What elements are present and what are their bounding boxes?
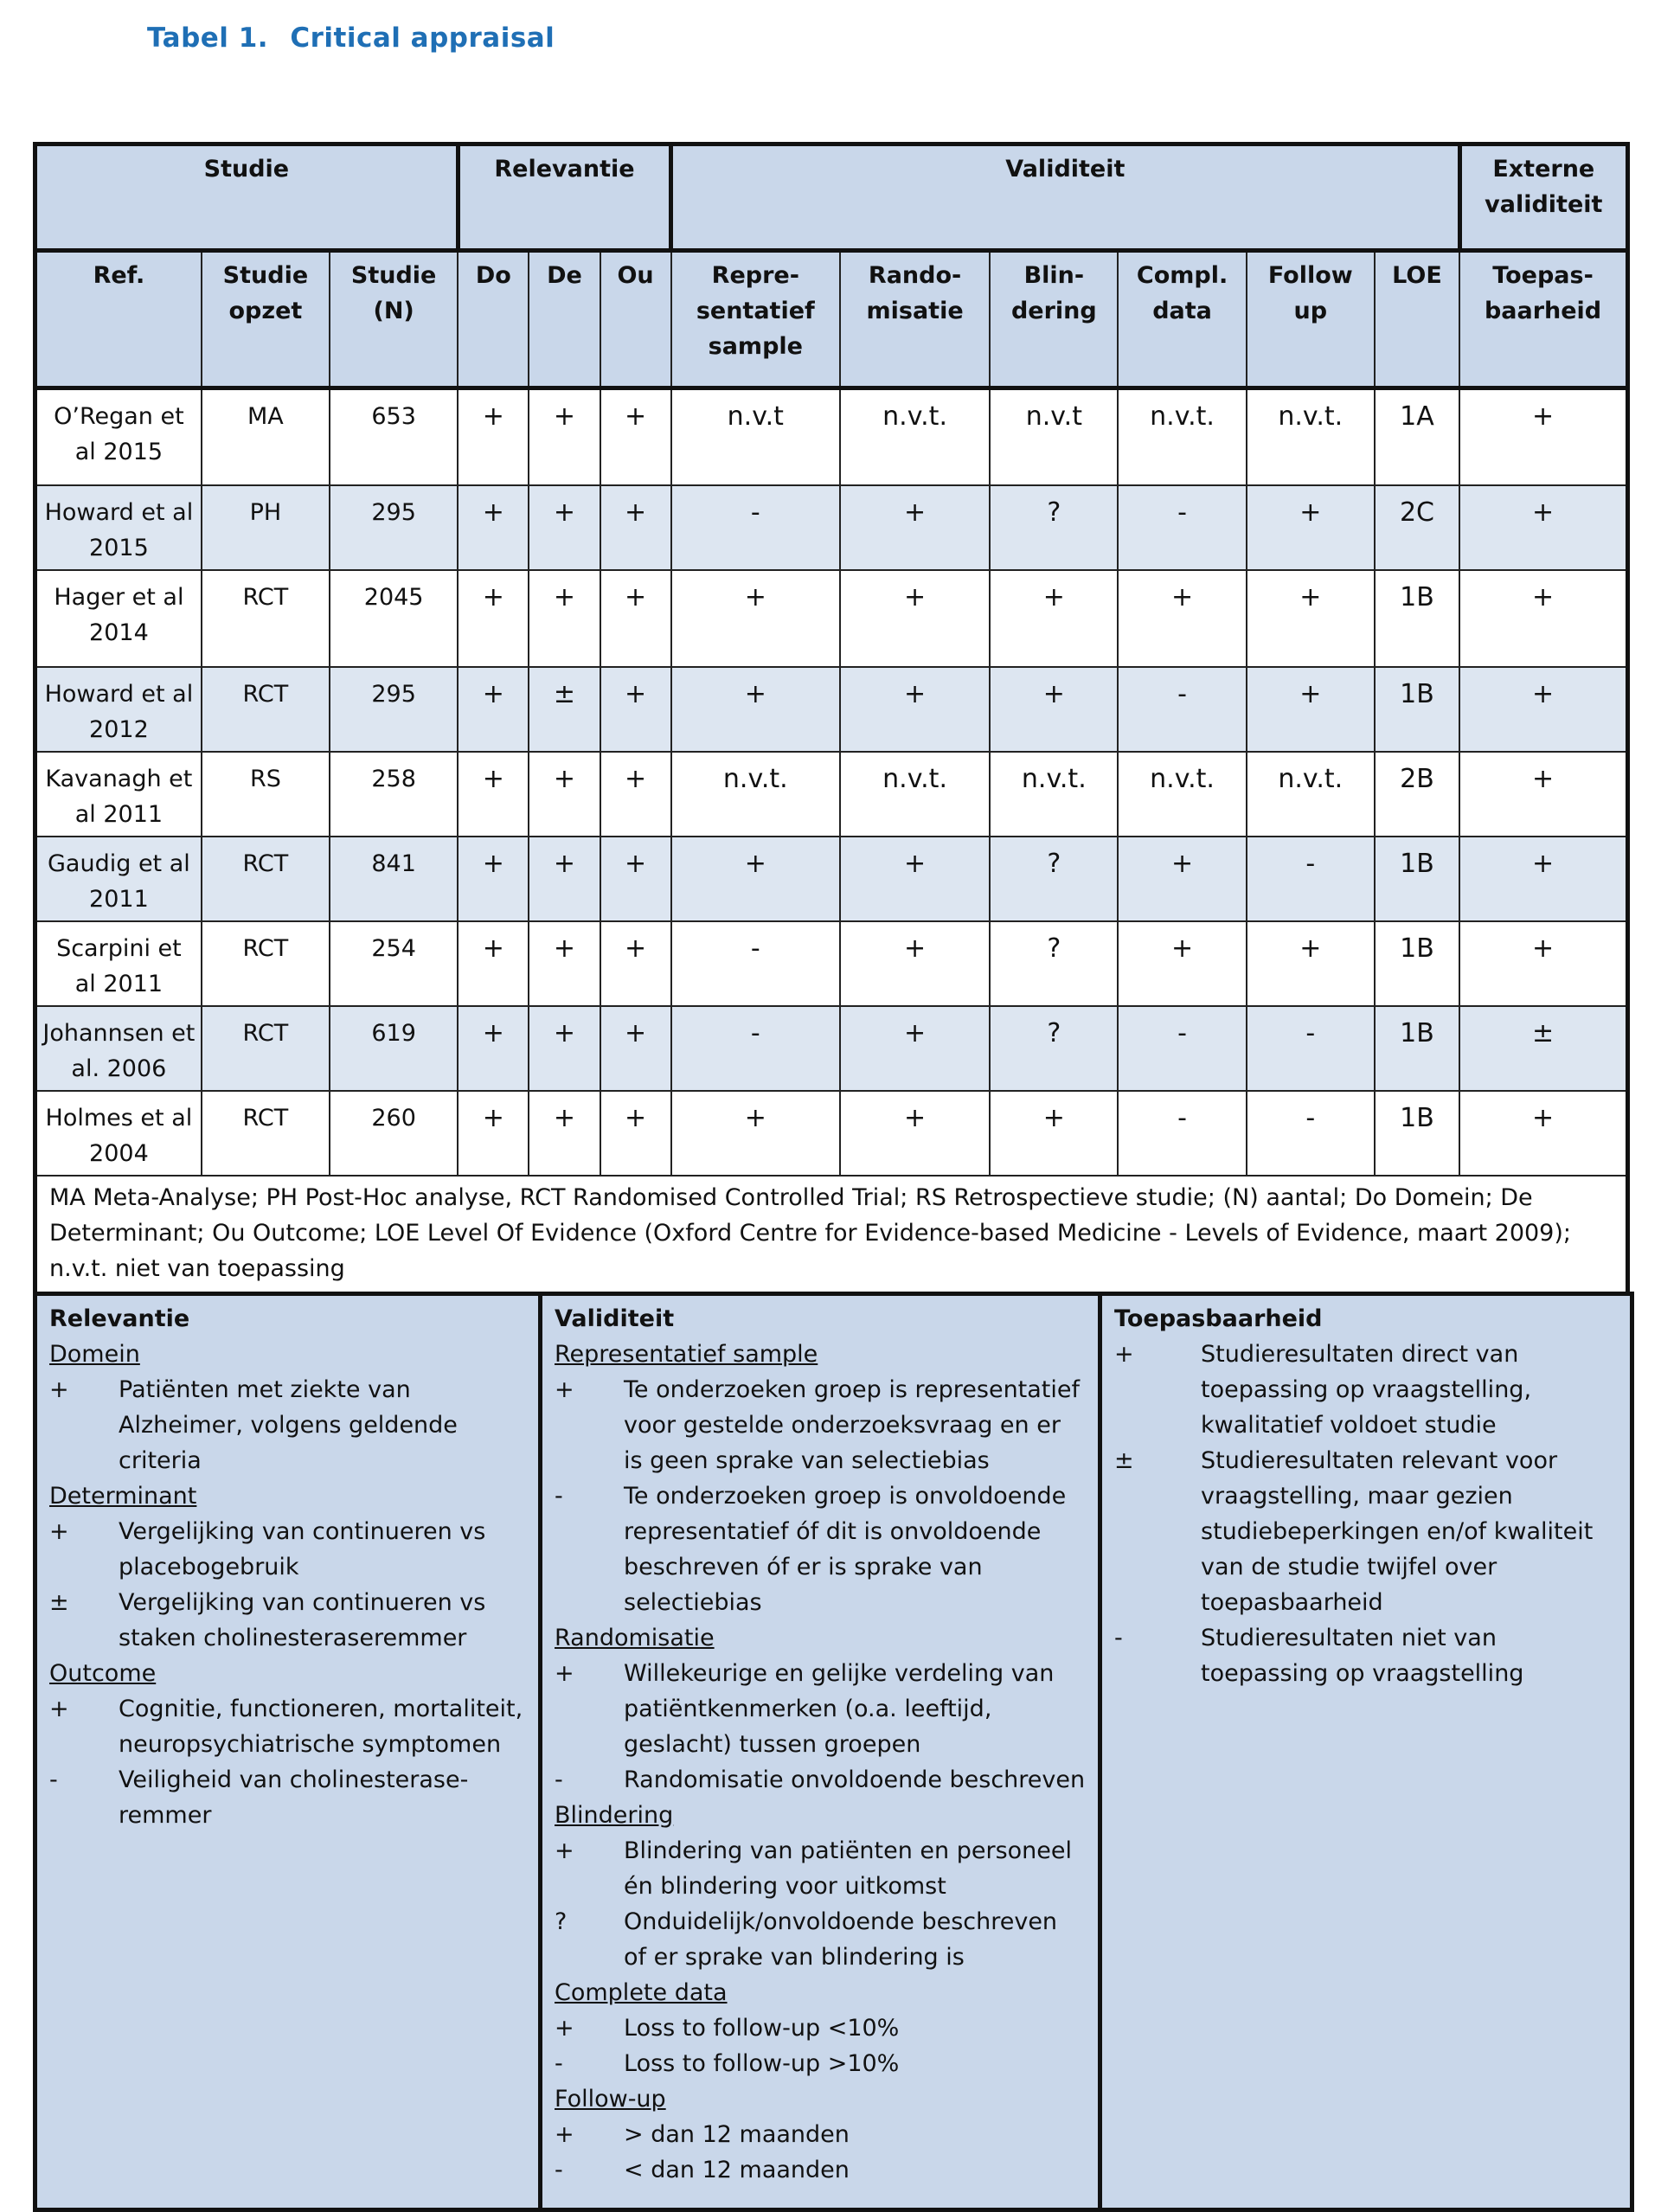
cell-de: + (529, 1091, 600, 1176)
cell-rando: + (840, 1091, 990, 1176)
legend-heading: Toepasbaarheid (1114, 1305, 1323, 1332)
cell-rando: + (840, 667, 990, 752)
cell-toepas: + (1459, 921, 1627, 1006)
cell-do: + (458, 921, 529, 1006)
column-header-opzet: Studie opzet (202, 251, 330, 388)
cell-repr: - (671, 1006, 840, 1091)
cell-ref: Howard et al 2012 (35, 667, 202, 752)
table-row (35, 388, 1628, 485)
abbreviations-note: MA Meta-Analyse; PH Post-Hoc analyse, RCT Randomised Controlled Trial; RS Retrospectieve studie; (N) aantal; Do Domein; De Determinant; Ou Outcome; LOE Level Of Evidence (Oxford Centre for Evidence-based Medicine - Levels of Evidence, maart 2009); n.v.t. niet van toepassing (35, 1176, 1628, 1292)
legend-item (1114, 1337, 1618, 1443)
legend-item (555, 2046, 1086, 2081)
cell-rando: n.v.t. (840, 752, 990, 837)
legend-text: Loss to follow-up >10% (624, 2049, 900, 2077)
legend-text: Cognitie, functioneren, mortaliteit, neuropsychiatrische symptomen (119, 1695, 523, 1758)
cell-do: + (458, 388, 529, 485)
legend-item (1114, 1443, 1618, 1620)
cell-compl: + (1118, 921, 1246, 1006)
cell-loe: 1B (1375, 1091, 1459, 1176)
table-row (35, 485, 1628, 570)
table-row (35, 752, 1628, 837)
legend-item (49, 1585, 526, 1656)
legend-item (555, 2152, 1086, 2188)
legend-symbol: + (1114, 1340, 1134, 1368)
legend-symbol: + (49, 1375, 69, 1403)
legend-symbol: ± (49, 1588, 69, 1616)
cell-follow: + (1247, 485, 1375, 570)
cell-loe: 2B (1375, 752, 1459, 837)
cell-ou: + (600, 752, 671, 837)
abbreviations-table (33, 1175, 1630, 1293)
cell-opzet: MA (202, 388, 330, 485)
cell-ref: Hager et al 2014 (35, 570, 202, 667)
cell-loe: 1A (1375, 388, 1459, 485)
legend-symbol: + (555, 2120, 574, 2148)
cell-follow: - (1247, 1091, 1375, 1176)
cell-n: 295 (330, 667, 458, 752)
legend-item (555, 1372, 1086, 1478)
table-row (35, 570, 1628, 667)
cell-do: + (458, 1091, 529, 1176)
cell-ou: + (600, 570, 671, 667)
legend-text: Randomisatie onvoldoende beschreven (624, 1766, 1086, 1793)
cell-rando: n.v.t. (840, 388, 990, 485)
cell-repr: - (671, 921, 840, 1006)
column-header-compl-data: Compl. data (1118, 251, 1246, 388)
cell-repr: - (671, 485, 840, 570)
cell-ref: Johannsen et al. 2006 (35, 1006, 202, 1091)
cell-blin: ? (990, 485, 1118, 570)
legend-symbol: - (1114, 1624, 1123, 1651)
cell-n: 619 (330, 1006, 458, 1091)
cell-blin: + (990, 1091, 1118, 1176)
cell-toepas: + (1459, 570, 1627, 667)
cell-n: 254 (330, 921, 458, 1006)
cell-compl: - (1118, 667, 1246, 752)
cell-follow: + (1247, 570, 1375, 667)
cell-ref: Kavanagh et al 2011 (35, 752, 202, 837)
cell-n: 653 (330, 388, 458, 485)
cell-follow: - (1247, 837, 1375, 921)
legend-text: Onduidelijk/onvoldoende beschreven of er sprake van blindering is (624, 1907, 1058, 1971)
cell-de: + (529, 921, 600, 1006)
cell-opzet: RCT (202, 921, 330, 1006)
cell-loe: 1B (1375, 837, 1459, 921)
legend-symbol: - (49, 1766, 58, 1793)
cell-rando: + (840, 1006, 990, 1091)
cell-de: + (529, 837, 600, 921)
table-title (147, 22, 555, 54)
group-header-validiteit: Validiteit (671, 144, 1459, 251)
column-header-randomisatie: Rando-misatie (840, 251, 990, 388)
legend-item (555, 2117, 1086, 2152)
cell-ref: Scarpini et al 2011 (35, 921, 202, 1006)
cell-opzet: RCT (202, 837, 330, 921)
cell-compl: - (1118, 485, 1246, 570)
cell-rando: + (840, 485, 990, 570)
cell-follow: + (1247, 921, 1375, 1006)
legend-toepasbaarheid (1100, 1293, 1632, 2209)
legend-item (555, 1478, 1086, 1620)
table-number: Tabel 1. (147, 22, 269, 54)
legend-symbol: - (555, 2049, 563, 2077)
legend-heading: Validiteit (555, 1305, 675, 1332)
column-header-de: De (529, 251, 600, 388)
legend-text: Te onderzoeken groep is representatief voor gestelde onderzoeksvraag en er is geen sprake van selectiebias (624, 1375, 1081, 1474)
cell-compl: + (1118, 570, 1246, 667)
cell-opzet: RCT (202, 667, 330, 752)
legend-item (555, 2010, 1086, 2046)
legend-item (49, 1691, 526, 1762)
cell-repr: + (671, 837, 840, 921)
legend-symbol: ± (1114, 1446, 1134, 1474)
column-header-ref: Ref. (35, 251, 202, 388)
legend-section-title: Blindering (555, 1801, 674, 1829)
cell-repr: + (671, 667, 840, 752)
appraisal-table-wrapper (33, 142, 1630, 2212)
legend-item (555, 1656, 1086, 1762)
legend-item (49, 1762, 526, 1833)
column-header-ou: Ou (600, 251, 671, 388)
table-row (35, 1091, 1628, 1176)
legend-text: Te onderzoeken groep is onvoldoende representatief óf dit is onvoldoende beschreven óf er is sprake van selectiebias (624, 1482, 1067, 1616)
legend-section-title: Determinant (49, 1482, 197, 1510)
cell-toepas: + (1459, 1091, 1627, 1176)
cell-opzet: RCT (202, 1006, 330, 1091)
legend-section-title: Representatief sample (555, 1340, 818, 1368)
legend-symbol: + (555, 1375, 574, 1403)
cell-n: 260 (330, 1091, 458, 1176)
legend-item (49, 1372, 526, 1478)
cell-do: + (458, 485, 529, 570)
cell-follow: + (1247, 667, 1375, 752)
cell-blin: ? (990, 837, 1118, 921)
cell-compl: n.v.t. (1118, 388, 1246, 485)
legend-symbol: ? (555, 1907, 568, 1935)
cell-loe: 1B (1375, 570, 1459, 667)
cell-blin: ? (990, 1006, 1118, 1091)
cell-compl: - (1118, 1091, 1246, 1176)
legend-symbol: - (555, 1766, 563, 1793)
cell-repr: n.v.t. (671, 752, 840, 837)
table-row (35, 667, 1628, 752)
cell-toepas: + (1459, 388, 1627, 485)
legend-text: Blindering van patiënten en personeel én blindering voor uitkomst (624, 1837, 1073, 1900)
cell-ou: + (600, 1091, 671, 1176)
cell-blin: + (990, 570, 1118, 667)
cell-rando: + (840, 921, 990, 1006)
cell-repr: + (671, 1091, 840, 1176)
cell-n: 258 (330, 752, 458, 837)
cell-toepas: + (1459, 485, 1627, 570)
table-row (35, 837, 1628, 921)
cell-toepas: + (1459, 837, 1627, 921)
cell-blin: + (990, 667, 1118, 752)
cell-blin: n.v.t. (990, 752, 1118, 837)
cell-ref: O’Regan et al 2015 (35, 388, 202, 485)
cell-opzet: RCT (202, 570, 330, 667)
cell-de: ± (529, 667, 600, 752)
group-header-relevantie: Relevantie (458, 144, 670, 251)
legend-section-title: Randomisatie (555, 1624, 715, 1651)
cell-opzet: PH (202, 485, 330, 570)
cell-ref: Howard et al 2015 (35, 485, 202, 570)
cell-repr: n.v.t (671, 388, 840, 485)
legend-symbol: + (49, 1517, 69, 1545)
legend-text: Willekeurige en gelijke verdeling van patiëntkenmerken (o.a. leeftijd, geslacht) tussen groepen (624, 1659, 1055, 1758)
legend-relevantie (35, 1293, 541, 2209)
legend-item (555, 1904, 1086, 1975)
cell-do: + (458, 570, 529, 667)
cell-rando: + (840, 837, 990, 921)
legend-text: Patiënten met ziekte van Alzheimer, volgens geldende criteria (119, 1375, 458, 1474)
cell-n: 295 (330, 485, 458, 570)
legend-text: Studieresultaten niet van toepassing op vraagstelling (1201, 1624, 1524, 1687)
cell-de: + (529, 570, 600, 667)
cell-toepas: + (1459, 752, 1627, 837)
column-header-representatief: Repre-sentatief sample (671, 251, 840, 388)
cell-compl: n.v.t. (1118, 752, 1246, 837)
legend-section-title: Follow-up (555, 2085, 666, 2113)
cell-toepas: + (1459, 667, 1627, 752)
cell-de: + (529, 485, 600, 570)
cell-de: + (529, 1006, 600, 1091)
column-header-loe: LOE (1375, 251, 1459, 388)
table-title-text: Critical appraisal (290, 22, 555, 54)
legend-symbol: + (49, 1695, 69, 1722)
cell-opzet: RCT (202, 1091, 330, 1176)
legend-symbol: + (555, 2014, 574, 2042)
cell-ref: Gaudig et al 2011 (35, 837, 202, 921)
legend-section-title: Domein (49, 1340, 140, 1368)
cell-ou: + (600, 667, 671, 752)
column-header-follow-up: Follow up (1247, 251, 1375, 388)
legend-item (1114, 1620, 1618, 1691)
cell-de: + (529, 752, 600, 837)
cell-toepas: ± (1459, 1006, 1627, 1091)
legend-text: Loss to follow-up <10% (624, 2014, 900, 2042)
cell-ou: + (600, 1006, 671, 1091)
group-header-studie: Studie (35, 144, 459, 251)
cell-follow: n.v.t. (1247, 388, 1375, 485)
cell-de: + (529, 388, 600, 485)
legend-validiteit (541, 1293, 1100, 2209)
cell-ou: + (600, 485, 671, 570)
column-header-blindering: Blin-dering (990, 251, 1118, 388)
legend-text: Veiligheid van cholinesterase-remmer (119, 1766, 469, 1829)
legend-item (555, 1833, 1086, 1904)
legend-text: < dan 12 maanden (624, 2156, 850, 2183)
cell-compl: - (1118, 1006, 1246, 1091)
column-header-do: Do (458, 251, 529, 388)
cell-opzet: RS (202, 752, 330, 837)
column-header-toepasbaarheid: Toepas-baarheid (1459, 251, 1627, 388)
group-header-externe-validiteit: Externe validiteit (1459, 144, 1627, 251)
cell-n: 841 (330, 837, 458, 921)
legend-section-title: Complete data (555, 1978, 728, 2006)
cell-ou: + (600, 388, 671, 485)
critical-appraisal-table (33, 142, 1630, 1177)
legend-text: Studieresultaten relevant voor vraagstelling, maar gezien studiebeperkingen en/of kwaliteit van de studie twijfel over toepasbaarheid (1201, 1446, 1594, 1616)
cell-do: + (458, 1006, 529, 1091)
legend-symbol: - (555, 1482, 563, 1510)
table-row (35, 1006, 1628, 1091)
cell-blin: ? (990, 921, 1118, 1006)
cell-n: 2045 (330, 570, 458, 667)
legend-text: Studieresultaten direct van toepassing op vraagstelling, kwalitatief voldoet studie (1201, 1340, 1532, 1439)
cell-loe: 1B (1375, 667, 1459, 752)
legend-symbol: + (555, 1837, 574, 1864)
cell-repr: + (671, 570, 840, 667)
cell-do: + (458, 837, 529, 921)
legend-item (555, 1762, 1086, 1798)
cell-do: + (458, 752, 529, 837)
legend-text: Vergelijking van continueren vs staken cholinesteraseremmer (119, 1588, 486, 1651)
table-row (35, 921, 1628, 1006)
cell-do: + (458, 667, 529, 752)
cell-ou: + (600, 921, 671, 1006)
cell-blin: n.v.t (990, 388, 1118, 485)
cell-loe: 1B (1375, 921, 1459, 1006)
cell-rando: + (840, 570, 990, 667)
cell-ou: + (600, 837, 671, 921)
cell-follow: - (1247, 1006, 1375, 1091)
legend-heading: Relevantie (49, 1305, 190, 1332)
legend-text: > dan 12 maanden (624, 2120, 850, 2148)
cell-follow: n.v.t. (1247, 752, 1375, 837)
legend-text: Vergelijking van continueren vs placebogebruik (119, 1517, 486, 1580)
cell-ref: Holmes et al 2004 (35, 1091, 202, 1176)
cell-loe: 1B (1375, 1006, 1459, 1091)
legend-section-title: Outcome (49, 1659, 157, 1687)
legend-item (49, 1514, 526, 1585)
column-header-n: Studie (N) (330, 251, 458, 388)
legend-table (33, 1292, 1634, 2212)
cell-loe: 2C (1375, 485, 1459, 570)
cell-compl: + (1118, 837, 1246, 921)
legend-symbol: - (555, 2156, 563, 2183)
legend-symbol: + (555, 1659, 574, 1687)
